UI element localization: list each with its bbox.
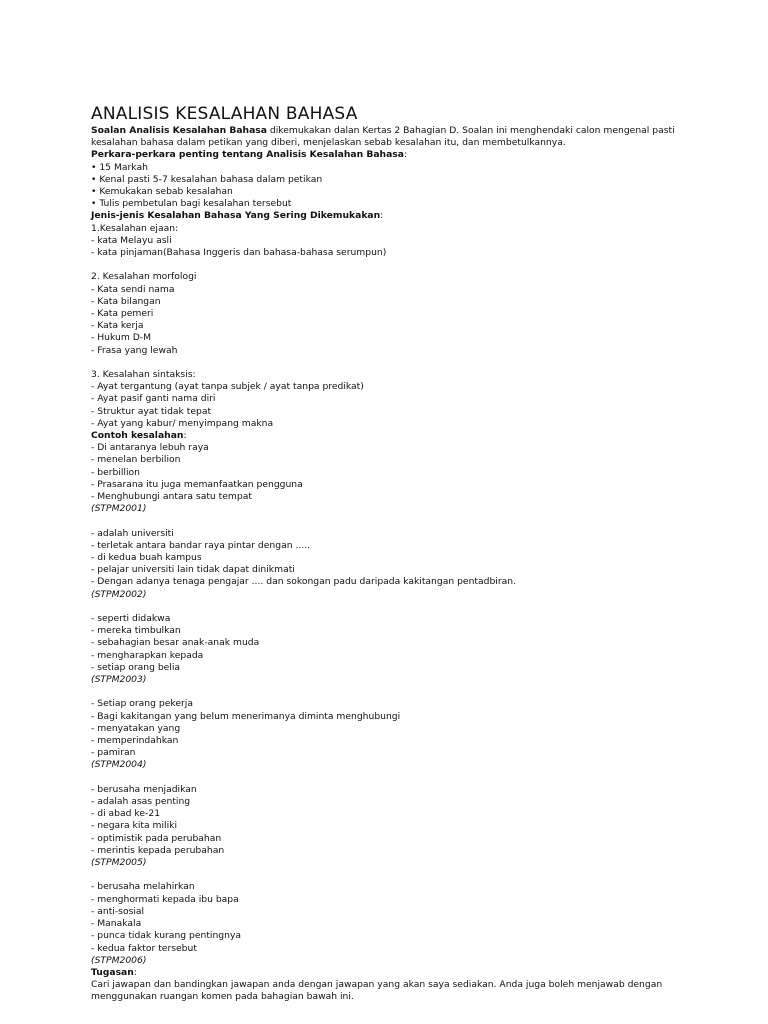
intro-rest: dikemukakan dalan Kertas 2 Bahagian D. Soalan ini menghendaki calon mengenal pasti kesalahan bahasa dalam petikan yang diberi, menjelaskan sebab kesalahan itu, dan membetulkannya. <box>91 125 675 149</box>
list-item: - adalah asas penting <box>91 796 191 808</box>
spacer <box>91 869 691 881</box>
spacer <box>91 601 691 613</box>
types-heading: Jenis-jenis Kesalahan Bahasa Yang Sering Dikemukakan: <box>91 210 384 222</box>
intro-paragraph <box>91 125 691 149</box>
list-item: - negara kita miliki <box>91 820 178 832</box>
example-source: (STPM2003) <box>91 674 147 686</box>
list-item: - adalah universiti <box>91 527 174 539</box>
spacer <box>91 686 691 698</box>
list-item: - pelajar universiti lain tidak dapat dinikmati <box>91 564 295 576</box>
list-item: - Ayat yang kabur/ menyimpang makna <box>91 417 274 429</box>
list-item: - Prasarana itu juga memanfaatkan pengguna <box>91 478 303 490</box>
list-item: - Kata bilangan <box>91 295 161 307</box>
list-item: - Di antaranya lebuh raya <box>91 442 209 454</box>
list-item: - pamiran <box>91 747 136 759</box>
spacer <box>91 259 691 271</box>
spacer <box>91 357 691 369</box>
list-item: - memperindahkan <box>91 735 179 747</box>
important-list <box>91 162 691 211</box>
list-item: - Kata pemeri <box>91 308 154 320</box>
list-item: - menelan berbilion <box>91 454 181 466</box>
list-item: - menghormati kepada ibu bapa <box>91 893 239 905</box>
task-text: Cari jawapan dan bandingkan jawapan anda dengan jawapan yang akan saya sediakan. Anda juga boleh menjawab dengan menggunakan ruangan komen pada bahagian bawah ini. <box>91 979 663 1003</box>
list-item: - anti-sosial <box>91 905 145 917</box>
list-item: - kata pinjaman(Bahasa Inggeris dan bahasa-bahasa serumpun) <box>91 247 387 259</box>
document-body <box>91 104 691 1004</box>
list-item: - Kata sendi nama <box>91 283 175 295</box>
list-item: - merintis kepada perubahan <box>91 844 225 856</box>
list-item: • Kenal pasti 5-7 kesalahan bahasa dalam petikan <box>91 173 323 185</box>
list-item: - kedua faktor tersebut <box>91 942 197 954</box>
list-item: - Manakala <box>91 918 142 930</box>
intro-bold: Soalan Analisis Kesalahan Bahasa <box>91 125 267 136</box>
list-item: - berusaha menjadikan <box>91 783 197 795</box>
task-heading: Tugasan: <box>91 966 137 978</box>
example-source: (STPM2005) <box>91 857 147 869</box>
list-item: - mengharapkan kepada <box>91 649 204 661</box>
list-item: - punca tidak kurang pentingnya <box>91 930 242 942</box>
list-item: - Ayat tergantung (ayat tanpa subjek / ayat tanpa predikat) <box>91 381 364 393</box>
list-item: - Kata kerja <box>91 320 144 332</box>
list-item: - Struktur ayat tidak tepat <box>91 405 212 417</box>
type-heading: 2. Kesalahan morfologi <box>91 271 197 283</box>
list-item: - kata Melayu asli <box>91 234 172 246</box>
example-source: (STPM2001) <box>91 503 147 515</box>
list-item: - setiap orang belia <box>91 661 181 673</box>
list-item: - Setiap orang pekerja <box>91 698 193 710</box>
page-title: ANALISIS KESALAHAN BAHASA <box>91 104 358 124</box>
list-item: - Menghubungi antara satu tempat <box>91 491 252 503</box>
list-item: - di kedua buah kampus <box>91 552 202 564</box>
list-item: - mereka timbulkan <box>91 625 181 637</box>
list-item: - menyatakan yang <box>91 722 181 734</box>
spacer <box>91 515 691 527</box>
list-item: - terletak antara bandar raya pintar dengan ..... <box>91 539 311 551</box>
list-item: - berusaha melahirkan <box>91 881 195 893</box>
types-list <box>91 223 691 430</box>
list-item: • 15 Markah <box>91 161 148 173</box>
examples-list <box>91 442 691 967</box>
examples-heading: Contoh kesalahan: <box>91 430 187 442</box>
list-item: - berbillion <box>91 466 140 478</box>
list-item: - Bagi kakitangan yang belum menerimanya diminta menghubungi <box>91 710 401 722</box>
list-item: - optimistik pada perubahan <box>91 832 222 844</box>
list-item: - di abad ke-21 <box>91 808 161 820</box>
list-item: - sebahagian besar anak-anak muda <box>91 637 260 649</box>
type-heading: 1.Kesalahan ejaan: <box>91 222 179 234</box>
important-heading: Perkara-perkara penting tentang Analisis Kesalahan Bahasa: <box>91 149 408 161</box>
example-source: (STPM2006) <box>91 954 147 966</box>
example-source: (STPM2004) <box>91 759 147 771</box>
list-item: - Hukum D-M <box>91 332 152 344</box>
list-item: • Kemukakan sebab kesalahan <box>91 186 233 198</box>
list-item: - Ayat pasif ganti nama diri <box>91 393 216 405</box>
type-heading: 3. Kesalahan sintaksis: <box>91 369 196 381</box>
list-item: - seperti didakwa <box>91 613 171 625</box>
list-item: - Dengan adanya tenaga pengajar .... dan sokongan padu daripada kakitangan pentadbiran. <box>91 576 516 588</box>
example-source: (STPM2002) <box>91 588 147 600</box>
spacer <box>91 772 691 784</box>
list-item: • Tulis pembetulan bagi kesalahan tersebut <box>91 198 292 210</box>
list-item: - Frasa yang lewah <box>91 344 178 356</box>
